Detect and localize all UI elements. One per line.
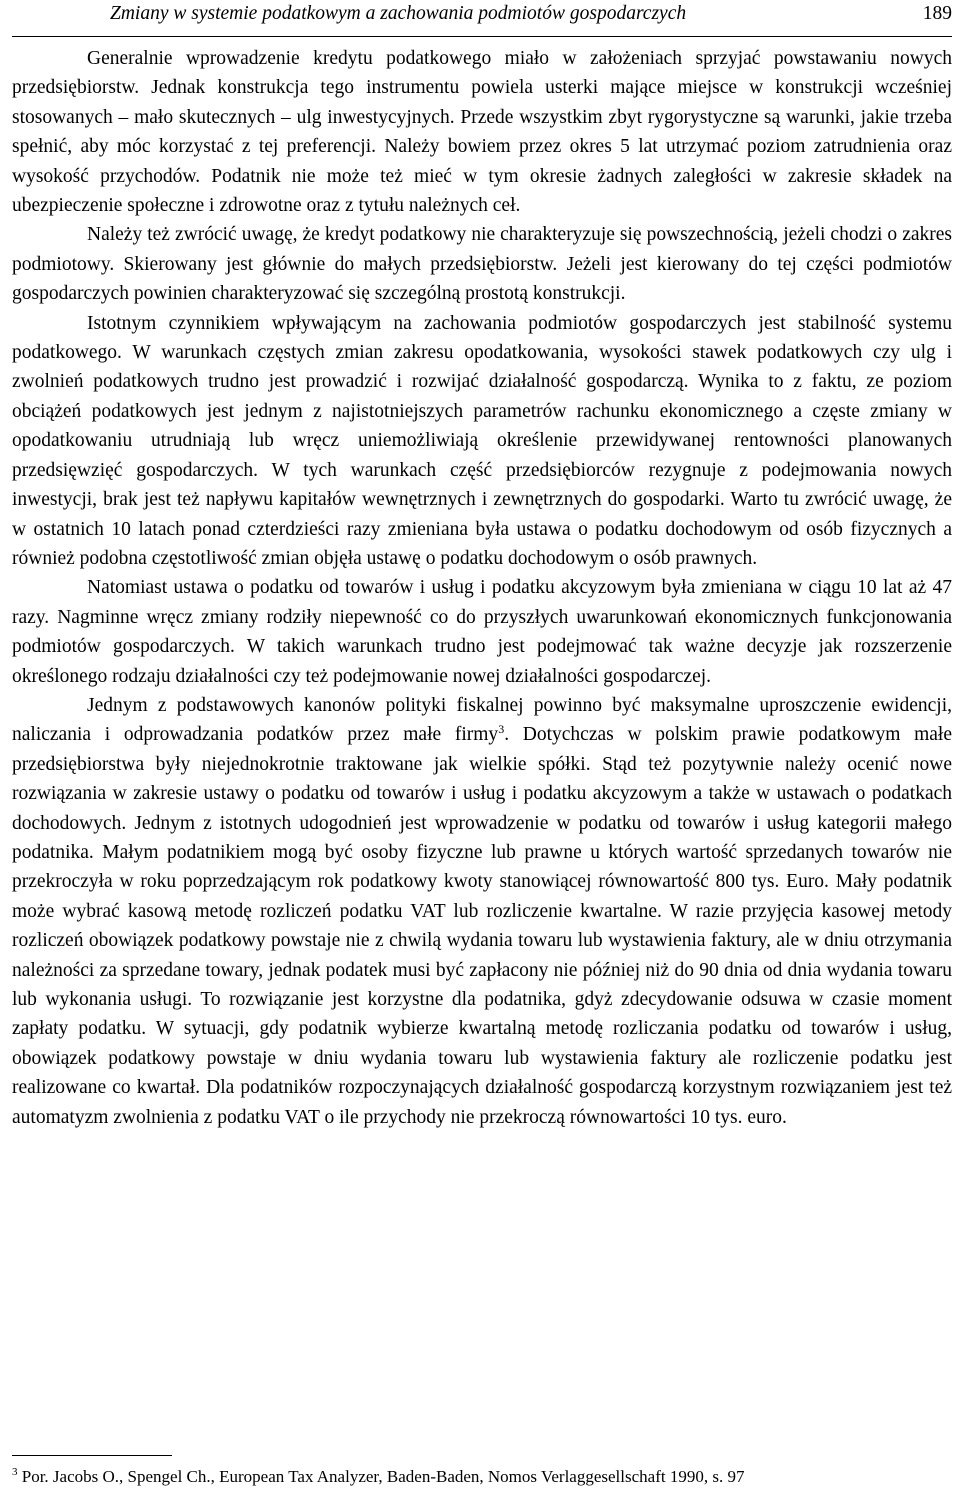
- paragraph-1: [12, 44, 952, 220]
- body-text: [12, 44, 952, 1132]
- footnote: [12, 1466, 952, 1488]
- paragraph-text: Natomiast ustawa o podatku od towarów i usług i podatku akcyzowym była zmieniana w ciągu 10 lat aż 47 razy. Nagminne wręcz zmiany rodziły niepewność co do przyszłych uwarunkowań ekonomicznych funkcjonowania podmiotów gospodarczych. W takich warunkach trudno jest podejmować tak ważne decyzje jak rozszerzenie określonego rodzaju działalności czy też podejmowanie nowej działalności gospodarczej.: [12, 577, 952, 687]
- page-number: 189: [922, 3, 952, 24]
- footnote-reference[interactable]: 3: [498, 722, 505, 737]
- page: [12, 0, 952, 1486]
- paragraph-text: Generalnie wprowadzenie kredytu podatkowego miało w założeniach sprzyjać powstawaniu nowych przedsiębiorstw. Jednak konstrukcja tego instrumentu powiela usterki mające miejsce w konstrukcji wcześniej stosowanych – mało skutecznych – ulg inwestycyjnych. Przede wszystkim zbyt rygorystyczne są warunki, jakie trzeba spełnić, aby móc korzystać z tej preferencji. Należy bowiem przez okres 5 lat utrzymać poziom zatrudnienia oraz wysokość przychodów. Podatnik nie może też mieć w tym okresie żadnych zaległości w zakresie składek na ubezpieczenie społeczne i zdrowotne oraz z tytułu należnych ceł.: [12, 48, 952, 217]
- footnote-separator: [12, 1455, 172, 1456]
- paragraph-2: [12, 220, 952, 308]
- footnote-text: Por. Jacobs O., Spengel Ch., European Tax Analyzer, Baden-Baden, Nomos Verlaggesellschaft 1990, s. 97: [17, 1467, 745, 1486]
- paragraph-4: [12, 573, 952, 691]
- paragraph-3: [12, 309, 952, 574]
- paragraph-5: [12, 691, 952, 1132]
- paragraph-text: Istotnym czynnikiem wpływającym na zachowania podmiotów gospodarczych jest stabilność systemu podatkowego. W warunkach częstych zmian zakresu opodatkowania, wysokości stawek podatkowych czy ulg i zwolnień podatkowych trudno jest prowadzić i rozwijać działalność gospodarczą. Wynika to z faktu, ze poziom obciążeń podatkowych jest jednym z najistotniejszych parametrów rachunku ekonomicznego a częste zmiany w opodatkowaniu utrudniają lub wręcz uniemożliwiają określenie przewidywanej rentowności planowanych przedsięwzięć gospodarczych. W tych warunkach część przedsiębiorców rezygnuje z podejmowania nowych inwestycji, brak jest też napływu kapitałów wewnętrznych i zewnętrznych do gospodarki. Warto tu zwrócić uwagę, że w ostatnich 10 latach ponad czterdzieści razy zmieniana była ustawa o podatku dochodowym od osób fizycznych a również podobna częstotliwość zmian objęła ustawę o podatku dochodowym o osób prawnych.: [12, 312, 952, 569]
- paragraph-text: Jednym z podstawowych kanonów polityki fiskalnej powinno być maksymalne uproszczenie ewidencji, naliczania i odprowadzania podatków przez małe firmy: [12, 694, 952, 746]
- running-head-title: Zmiany w systemie podatkowym a zachowania podmiotów gospodarczych: [110, 3, 687, 24]
- paragraph-text: Należy też zwrócić uwagę, że kredyt podatkowy nie charakteryzuje się powszechnością, jeżeli chodzi o zakres podmiotowy. Skierowany jest głównie do małych przedsiębiorstw. Jeżeli jest kierowany do tej części podmiotów gospodarczych powinien charakteryzować się szczególną prostotą konstrukcji.: [12, 224, 952, 305]
- footnote-marker: 3: [12, 1466, 18, 1478]
- paragraph-text: . Dotychczas w polskim prawie podatkowym małe przedsiębiorstwa były niejednokrotnie traktowane jak wielkie spółki. Stąd też pozytywnie należy ocenić nowe rozwiązania w zakresie ustawy o podatku od towarów i usług i podatku akcyzowym a także w ustawach o podatkach dochodowych. Jednym z istotnych udogodnień jest wprowadzenie w podatku od towarów i usług kategorii małego podatnika. Małym podatnikiem mogą być osoby fizyczne lub prawne u których wartość sprzedanych towarów nie przekroczyła w roku poprzedzającym rok podatkowy kwoty stanowiącej równowartość 800 tys. Euro. Mały podatnik może wybrać kasową metodę rozliczeń podatku VAT lub rozliczenie kwartalne. W razie przyjęcia kasowej metody rozliczeń obowiązek podatkowy powstaje nie z chwilą wydania towaru lub wystawienia faktury, ale w dniu otrzymania należności za sprzedane towary, jednak podatek musi być zapłacony nie później niż do 90 dnia od dnia wydania towaru lub wykonania usługi. To rozwiązanie jest korzystne dla podatnika, gdyż zdecydowanie odsuwa w czasie moment zapłaty podatku. W sytuacji, gdy podatnik wybierze kwartalną metodę rozliczania podatku od towarów i usług, obowiązek podatkowy powstaje w dniu wydania towaru lub wystawienia faktury ale rozliczenie podatku jest realizowane co kwartał. Dla podatników rozpoczynających działalność gospodarczą korzystnym rozwiązaniem jest też automatyzm zwolnienia z podatku VAT o ile przychody nie przekroczą równowartości 10 tys. euro.: [12, 724, 952, 1128]
- running-head: [12, 0, 952, 37]
